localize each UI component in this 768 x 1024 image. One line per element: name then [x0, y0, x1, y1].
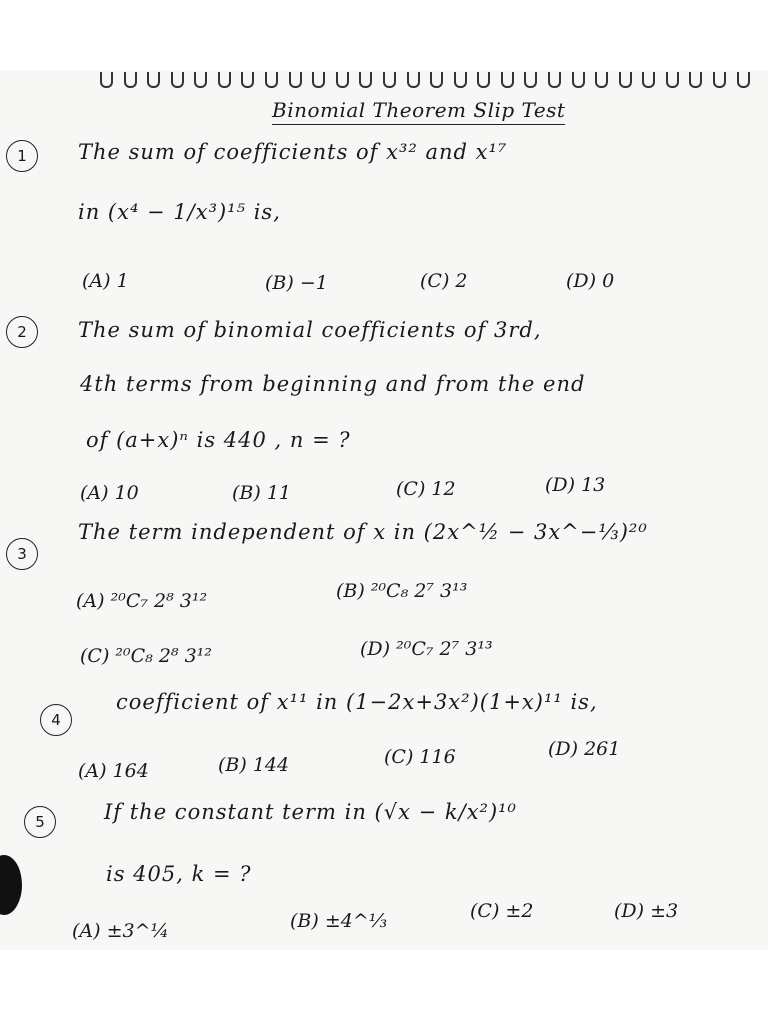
question-5-line-2: is 405, k = ?	[106, 862, 252, 886]
question-5-option-d: (D) ±3	[614, 900, 679, 922]
question-4-option-a: (A) 164	[78, 760, 149, 782]
spiral-binding	[100, 72, 750, 92]
question-2-line-3: of (a+x)ⁿ is 440 , n = ?	[86, 428, 351, 452]
question-number-4: 4	[40, 704, 72, 736]
question-2-line-2: 4th terms from beginning and from the end	[80, 372, 586, 396]
question-1-option-a: (A) 1	[82, 270, 129, 292]
question-1-line-2: in (x⁴ − 1/x³)¹⁵ is,	[78, 200, 281, 224]
question-number-2: 2	[6, 316, 38, 348]
question-4-line-1: coefficient of x¹¹ in (1−2x+3x²)(1+x)¹¹ is,	[116, 690, 598, 714]
question-1-option-d: (D) 0	[566, 270, 615, 292]
question-2-option-b: (B) 11	[232, 482, 292, 504]
question-5-option-b: (B) ±4^⅓	[290, 910, 388, 932]
question-number-1: 1	[6, 140, 38, 172]
question-3-option-a: (A) ²⁰C₇ 2⁸ 3¹²	[76, 590, 208, 612]
question-4-option-d: (D) 261	[548, 738, 621, 760]
question-1-line-1: The sum of coefficients of x³² and x¹⁷	[78, 140, 508, 164]
question-3-option-b: (B) ²⁰C₈ 2⁷ 3¹³	[336, 580, 468, 602]
question-1-option-b: (B) −1	[265, 272, 328, 294]
question-3-option-d: (D) ²⁰C₇ 2⁷ 3¹³	[360, 638, 493, 660]
question-2-option-d: (D) 13	[545, 474, 606, 496]
page-title: Binomial Theorem Slip Test	[272, 98, 565, 125]
question-4-option-b: (B) 144	[218, 754, 290, 776]
question-3-option-c: (C) ²⁰C₈ 2⁸ 3¹²	[80, 645, 212, 667]
question-2-option-a: (A) 10	[80, 482, 139, 504]
question-2-line-1: The sum of binomial coefficients of 3rd,	[78, 318, 542, 342]
question-3-line-1: The term independent of x in (2x^½ − 3x^−⅓)²⁰	[78, 520, 648, 544]
question-1-option-c: (C) 2	[420, 270, 468, 292]
question-number-3: 3	[6, 538, 38, 570]
question-5-option-c: (C) ±2	[470, 900, 534, 922]
question-2-option-c: (C) 12	[396, 478, 456, 500]
question-4-option-c: (C) 116	[384, 746, 456, 768]
question-5-line-1: If the constant term in (√x − k/x²)¹⁰	[104, 800, 517, 824]
question-number-5: 5	[24, 806, 56, 838]
question-5-option-a: (A) ±3^¼	[72, 920, 169, 942]
